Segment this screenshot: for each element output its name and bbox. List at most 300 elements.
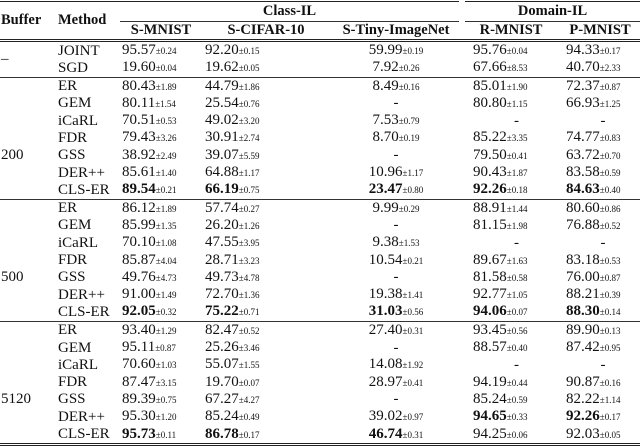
buffer-label: –: [1, 51, 9, 68]
std-value: ±1.49: [155, 290, 177, 301]
mean-value: 94.65: [473, 408, 507, 425]
method-name: ER: [50, 199, 120, 217]
result-cell: [202, 391, 330, 408]
mean-value: 81.58: [473, 268, 507, 285]
method-name: iCaRL: [58, 356, 98, 373]
mean-value: 31.03: [368, 303, 403, 320]
std-value: ±0.04: [155, 63, 177, 74]
result-cell: [462, 217, 560, 234]
mean-value: 72.37: [566, 77, 600, 94]
result-cell: [330, 286, 462, 303]
mean-value: 59.99: [368, 42, 403, 58]
result-cell: [560, 234, 640, 251]
method-name: GSS: [58, 391, 86, 408]
std-value: ±4.27: [238, 394, 260, 405]
std-value: ±1.25: [599, 98, 621, 109]
std-value: ±0.26: [398, 63, 420, 74]
result-cell: [560, 77, 640, 95]
std-value: ±0.21: [155, 185, 177, 196]
mean-value: 26.20: [205, 216, 239, 233]
std-value: ±0.40: [506, 343, 528, 354]
std-value: ±0.86: [599, 203, 621, 214]
table-row: [0, 234, 640, 251]
mean-value: 88.57: [473, 339, 507, 356]
std-value: ±1.63: [506, 255, 528, 266]
header-domain-il: Domain-IL: [462, 2, 640, 22]
buffer-label: [0, 217, 50, 234]
result-cell: [202, 129, 330, 146]
mean-value: 27.40: [368, 321, 403, 338]
std-value: ±0.16: [599, 377, 621, 388]
mean-value: 95.76: [473, 42, 507, 58]
result-cell: [560, 269, 640, 286]
result-cell: [330, 129, 462, 146]
not-available: -: [393, 391, 399, 408]
result-cell: [330, 234, 462, 251]
result-cell: [120, 321, 202, 339]
result-cell: [202, 181, 330, 199]
result-cell: [120, 234, 202, 251]
mean-value: 89.90: [566, 321, 600, 338]
mean-value: 92.26: [473, 181, 507, 198]
mean-value: 38.92: [122, 146, 156, 163]
buffer-label: [0, 164, 50, 181]
header-s-tiny-imagenet: S-Tiny-ImageNet: [330, 22, 462, 41]
std-value: ±0.79: [398, 116, 420, 127]
header-class-il: Class-IL: [120, 2, 462, 22]
mean-value: 19.60: [122, 59, 156, 76]
mean-value: 88.30: [566, 303, 600, 320]
mean-value: 89.39: [122, 390, 156, 407]
result-cell: [560, 321, 640, 339]
result-cell: [202, 164, 330, 181]
result-cell: [560, 303, 640, 321]
result-cell: [330, 321, 462, 339]
std-value: ±2.33: [599, 63, 621, 74]
std-value: ±5.59: [238, 150, 260, 161]
mean-value: 82.47: [205, 321, 239, 338]
buffer-label: [0, 356, 50, 373]
std-value: ±0.27: [238, 203, 260, 214]
std-value: ±0.31: [402, 429, 424, 440]
result-cell: [462, 95, 560, 112]
std-value: ±3.20: [238, 116, 260, 127]
std-value: ±1.36: [238, 290, 260, 301]
buffer-label: [0, 234, 50, 251]
result-cell: [330, 112, 462, 129]
result-cell: [330, 147, 462, 164]
std-value: ±1.29: [155, 325, 177, 336]
result-cell: [330, 252, 462, 269]
mean-value: 49.02: [205, 112, 239, 129]
not-available: -: [514, 112, 520, 129]
table-row: [0, 356, 640, 373]
mean-value: 86.78: [205, 425, 239, 442]
result-cell: [462, 59, 560, 77]
std-value: ±1.53: [398, 238, 420, 249]
result-cell: [120, 408, 202, 425]
std-value: ±0.07: [238, 377, 260, 388]
result-cell: [202, 77, 330, 95]
results-body: [0, 41, 640, 445]
header-r-mnist: R-MNIST: [462, 22, 560, 41]
result-cell: [120, 95, 202, 112]
buffer-label: [0, 252, 50, 269]
std-value: ±1.41: [402, 290, 424, 301]
std-value: ±0.17: [599, 46, 621, 56]
not-available: -: [514, 356, 520, 373]
mean-value: 70.10: [122, 234, 156, 251]
result-cell: [560, 339, 640, 356]
mean-value: 23.47: [368, 181, 403, 198]
mean-value: 39.07: [205, 146, 239, 163]
std-value: ±2.74: [238, 133, 260, 144]
std-value: ±0.14: [599, 307, 621, 318]
mean-value: 25.26: [205, 339, 239, 356]
table-row: [0, 41, 640, 60]
result-cell: [462, 252, 560, 269]
mean-value: 14.08: [368, 356, 403, 373]
result-cell: [330, 41, 462, 60]
buffer-label: [0, 181, 50, 199]
result-cell: [560, 41, 640, 60]
mean-value: 85.61: [122, 164, 156, 181]
result-cell: [330, 269, 462, 286]
table-row: [0, 339, 640, 356]
std-value: ±0.04: [506, 46, 528, 56]
mean-value: 83.58: [566, 164, 600, 181]
std-value: ±1.55: [238, 360, 260, 371]
method-name: JOINT: [58, 42, 100, 59]
std-value: ±0.05: [238, 63, 260, 74]
result-cell: [560, 391, 640, 408]
result-cell: [120, 147, 202, 164]
mean-value: 72.70: [205, 286, 239, 303]
std-value: ±0.16: [398, 81, 420, 92]
std-value: ±8.53: [506, 63, 528, 74]
header-s-mnist: S-MNIST: [120, 22, 202, 41]
mean-value: 49.76: [122, 268, 156, 285]
std-value: ±0.53: [599, 255, 621, 266]
std-value: ±0.59: [506, 394, 528, 405]
mean-value: 95.57: [122, 42, 156, 58]
mean-value: 92.20: [205, 42, 239, 58]
std-value: ±3.15: [155, 377, 177, 388]
method-name: GEM: [58, 217, 92, 234]
method-name: CLS-ER: [50, 426, 120, 445]
method-name: DER++: [58, 408, 105, 425]
result-cell: [462, 129, 560, 146]
not-available: -: [393, 339, 399, 356]
result-cell: [120, 129, 202, 146]
table-row: [0, 181, 640, 199]
result-cell: [330, 303, 462, 321]
mean-value: 55.07: [205, 356, 239, 373]
std-value: ±0.41: [402, 377, 424, 388]
table-row: [0, 147, 640, 164]
result-cell: [462, 199, 560, 217]
std-value: ±0.19: [398, 133, 420, 144]
buffer-label: 500: [1, 269, 24, 286]
not-available: -: [393, 269, 399, 286]
result-cell: [202, 374, 330, 391]
std-value: ±0.52: [238, 325, 260, 336]
std-value: ±0.05: [599, 429, 621, 440]
std-value: ±0.17: [238, 429, 260, 440]
table-row: [0, 77, 640, 95]
mean-value: 28.97: [368, 373, 403, 390]
mean-value: 64.88: [205, 164, 239, 181]
result-cell: [120, 391, 202, 408]
method-name: ER: [50, 77, 120, 95]
result-cell: [560, 181, 640, 199]
std-value: ±0.52: [599, 220, 621, 231]
std-value: ±0.21: [402, 255, 424, 266]
result-cell: [462, 356, 560, 373]
std-value: ±1.89: [155, 81, 177, 92]
result-cell: [202, 147, 330, 164]
result-cell: [120, 217, 202, 234]
buffer-label: [0, 199, 50, 217]
std-value: ±0.75: [155, 394, 177, 405]
std-value: ±1.89: [155, 203, 177, 214]
mean-value: 10.54: [368, 251, 403, 268]
std-value: ±4.04: [155, 255, 177, 266]
mean-value: 85.01: [473, 77, 507, 94]
table-row: [0, 112, 640, 129]
buffer-label: 5120: [1, 391, 31, 408]
not-available: -: [393, 147, 399, 164]
mean-value: 82.22: [566, 390, 600, 407]
mean-value: 93.40: [122, 321, 156, 338]
std-value: ±0.40: [599, 185, 621, 196]
buffer-label: 200: [1, 147, 24, 164]
mean-value: 9.38: [372, 234, 399, 251]
mean-value: 10.96: [368, 164, 403, 181]
mean-value: 63.72: [566, 146, 600, 163]
buffer-label: [0, 112, 50, 129]
std-value: ±0.58: [506, 272, 528, 283]
result-cell: [202, 269, 330, 286]
table-row: [0, 321, 640, 339]
std-value: ±3.35: [506, 133, 528, 144]
result-cell: [330, 217, 462, 234]
std-value: ±2.49: [155, 150, 177, 161]
mean-value: 80.11: [122, 94, 156, 111]
result-cell: [560, 408, 640, 425]
buffer-label: [0, 321, 50, 339]
result-cell: [120, 269, 202, 286]
not-available: -: [600, 112, 606, 129]
mean-value: 90.87: [566, 373, 600, 390]
mean-value: 90.43: [473, 164, 507, 181]
mean-value: 94.33: [566, 42, 600, 58]
method-name: FDR: [58, 129, 88, 146]
result-cell: [120, 303, 202, 321]
mean-value: 30.91: [205, 129, 239, 146]
std-value: ±0.18: [506, 185, 528, 196]
mean-value: 85.24: [205, 408, 239, 425]
std-value: ±0.32: [155, 307, 177, 318]
std-value: ±3.26: [155, 133, 177, 144]
table-row: [0, 426, 640, 445]
std-value: ±1.05: [506, 290, 528, 301]
mean-value: 79.50: [473, 146, 507, 163]
std-value: ±4.73: [155, 272, 177, 283]
result-cell: [462, 391, 560, 408]
mean-value: 74.77: [566, 129, 600, 146]
result-cell: [120, 77, 202, 95]
buffer-label: [0, 95, 50, 112]
method-name: SGD: [58, 59, 89, 76]
result-cell: [330, 199, 462, 217]
mean-value: 25.54: [205, 94, 239, 111]
result-cell: [202, 321, 330, 339]
std-value: ±1.08: [155, 238, 177, 249]
buffer-label: [0, 408, 50, 425]
not-available: -: [393, 217, 399, 234]
std-value: ±1.17: [402, 168, 424, 179]
table-row: [0, 164, 640, 181]
header-p-mnist: P-MNIST: [560, 22, 640, 41]
result-cell: [202, 426, 330, 445]
result-cell: [202, 408, 330, 425]
mean-value: 80.80: [473, 94, 507, 111]
result-cell: [462, 112, 560, 129]
mean-value: 67.66: [473, 59, 507, 76]
mean-value: 28.71: [205, 251, 239, 268]
std-value: ±1.03: [155, 360, 177, 371]
std-value: ±0.19: [402, 46, 424, 56]
method-name: DER++: [58, 286, 105, 303]
std-value: ±0.17: [599, 412, 621, 423]
std-value: ±1.44: [506, 203, 528, 214]
result-cell: [560, 286, 640, 303]
table-row: [0, 391, 640, 408]
result-cell: [560, 164, 640, 181]
std-value: ±1.15: [506, 98, 528, 109]
mean-value: 88.91: [473, 199, 507, 216]
result-cell: [202, 95, 330, 112]
result-cell: [462, 181, 560, 199]
std-value: ±0.87: [599, 81, 621, 92]
std-value: ±1.90: [506, 81, 528, 92]
method-name: GEM: [58, 95, 92, 112]
result-cell: [560, 217, 640, 234]
result-cell: [462, 164, 560, 181]
buffer-label: [0, 374, 50, 391]
result-cell: [120, 59, 202, 77]
result-cell: [560, 199, 640, 217]
std-value: ±0.56: [402, 307, 424, 318]
mean-value: 66.19: [205, 181, 239, 198]
result-cell: [202, 286, 330, 303]
std-value: ±1.98: [506, 220, 528, 231]
result-cell: [462, 269, 560, 286]
result-cell: [560, 374, 640, 391]
mean-value: 8.49: [372, 77, 399, 94]
std-value: ±0.33: [506, 412, 528, 423]
mean-value: 92.05: [122, 303, 156, 320]
mean-value: 7.53: [372, 112, 399, 129]
header-method: Method: [50, 2, 120, 41]
mean-value: 19.38: [368, 286, 403, 303]
buffer-label: [0, 77, 50, 95]
result-cell: [462, 41, 560, 60]
std-value: ±0.07: [506, 307, 528, 318]
method-name: ER: [50, 321, 120, 339]
result-cell: [202, 59, 330, 77]
not-available: -: [393, 95, 399, 112]
result-cell: [330, 356, 462, 373]
mean-value: 85.87: [122, 251, 156, 268]
method-name: DER++: [58, 164, 105, 181]
std-value: ±0.75: [238, 185, 260, 196]
std-value: ±0.76: [238, 98, 260, 109]
results-table: [0, 1, 640, 446]
std-value: ±0.39: [599, 290, 621, 301]
mean-value: 81.15: [473, 216, 507, 233]
std-value: ±0.97: [402, 412, 424, 423]
std-value: ±0.59: [599, 168, 621, 179]
result-cell: [202, 356, 330, 373]
mean-value: 47.55: [205, 234, 239, 251]
result-cell: [330, 374, 462, 391]
result-cell: [560, 426, 640, 445]
result-cell: [462, 339, 560, 356]
std-value: ±0.11: [155, 429, 177, 440]
result-cell: [202, 199, 330, 217]
result-cell: [202, 252, 330, 269]
method-name: GSS: [58, 147, 86, 164]
std-value: ±0.06: [506, 429, 528, 440]
not-available: -: [514, 234, 520, 251]
result-cell: [330, 95, 462, 112]
mean-value: 57.74: [205, 199, 239, 216]
mean-value: 8.70: [372, 129, 399, 146]
buffer-label: [0, 129, 50, 146]
result-cell: [120, 426, 202, 445]
std-value: ±1.86: [238, 81, 260, 92]
std-value: ±0.24: [155, 46, 177, 56]
std-value: ±0.83: [599, 133, 621, 144]
mean-value: 87.47: [122, 373, 156, 390]
std-value: ±3.95: [238, 238, 260, 249]
result-cell: [462, 303, 560, 321]
mean-value: 7.92: [372, 59, 399, 76]
table-row: [0, 59, 640, 77]
mean-value: 44.79: [205, 77, 239, 94]
mean-value: 85.22: [473, 129, 507, 146]
mean-value: 76.00: [566, 268, 600, 285]
result-cell: [120, 181, 202, 199]
result-cell: [330, 391, 462, 408]
result-cell: [462, 321, 560, 339]
mean-value: 95.30: [122, 408, 156, 425]
mean-value: 83.18: [566, 251, 600, 268]
std-value: ±0.29: [398, 203, 420, 214]
mean-value: 86.12: [122, 199, 156, 216]
mean-value: 88.21: [566, 286, 600, 303]
table-row: [0, 217, 640, 234]
result-cell: [202, 234, 330, 251]
result-cell: [120, 112, 202, 129]
std-value: ±0.87: [599, 272, 621, 283]
result-cell: [330, 77, 462, 95]
result-cell: [202, 41, 330, 60]
buffer-label: [0, 303, 50, 321]
result-cell: [560, 147, 640, 164]
